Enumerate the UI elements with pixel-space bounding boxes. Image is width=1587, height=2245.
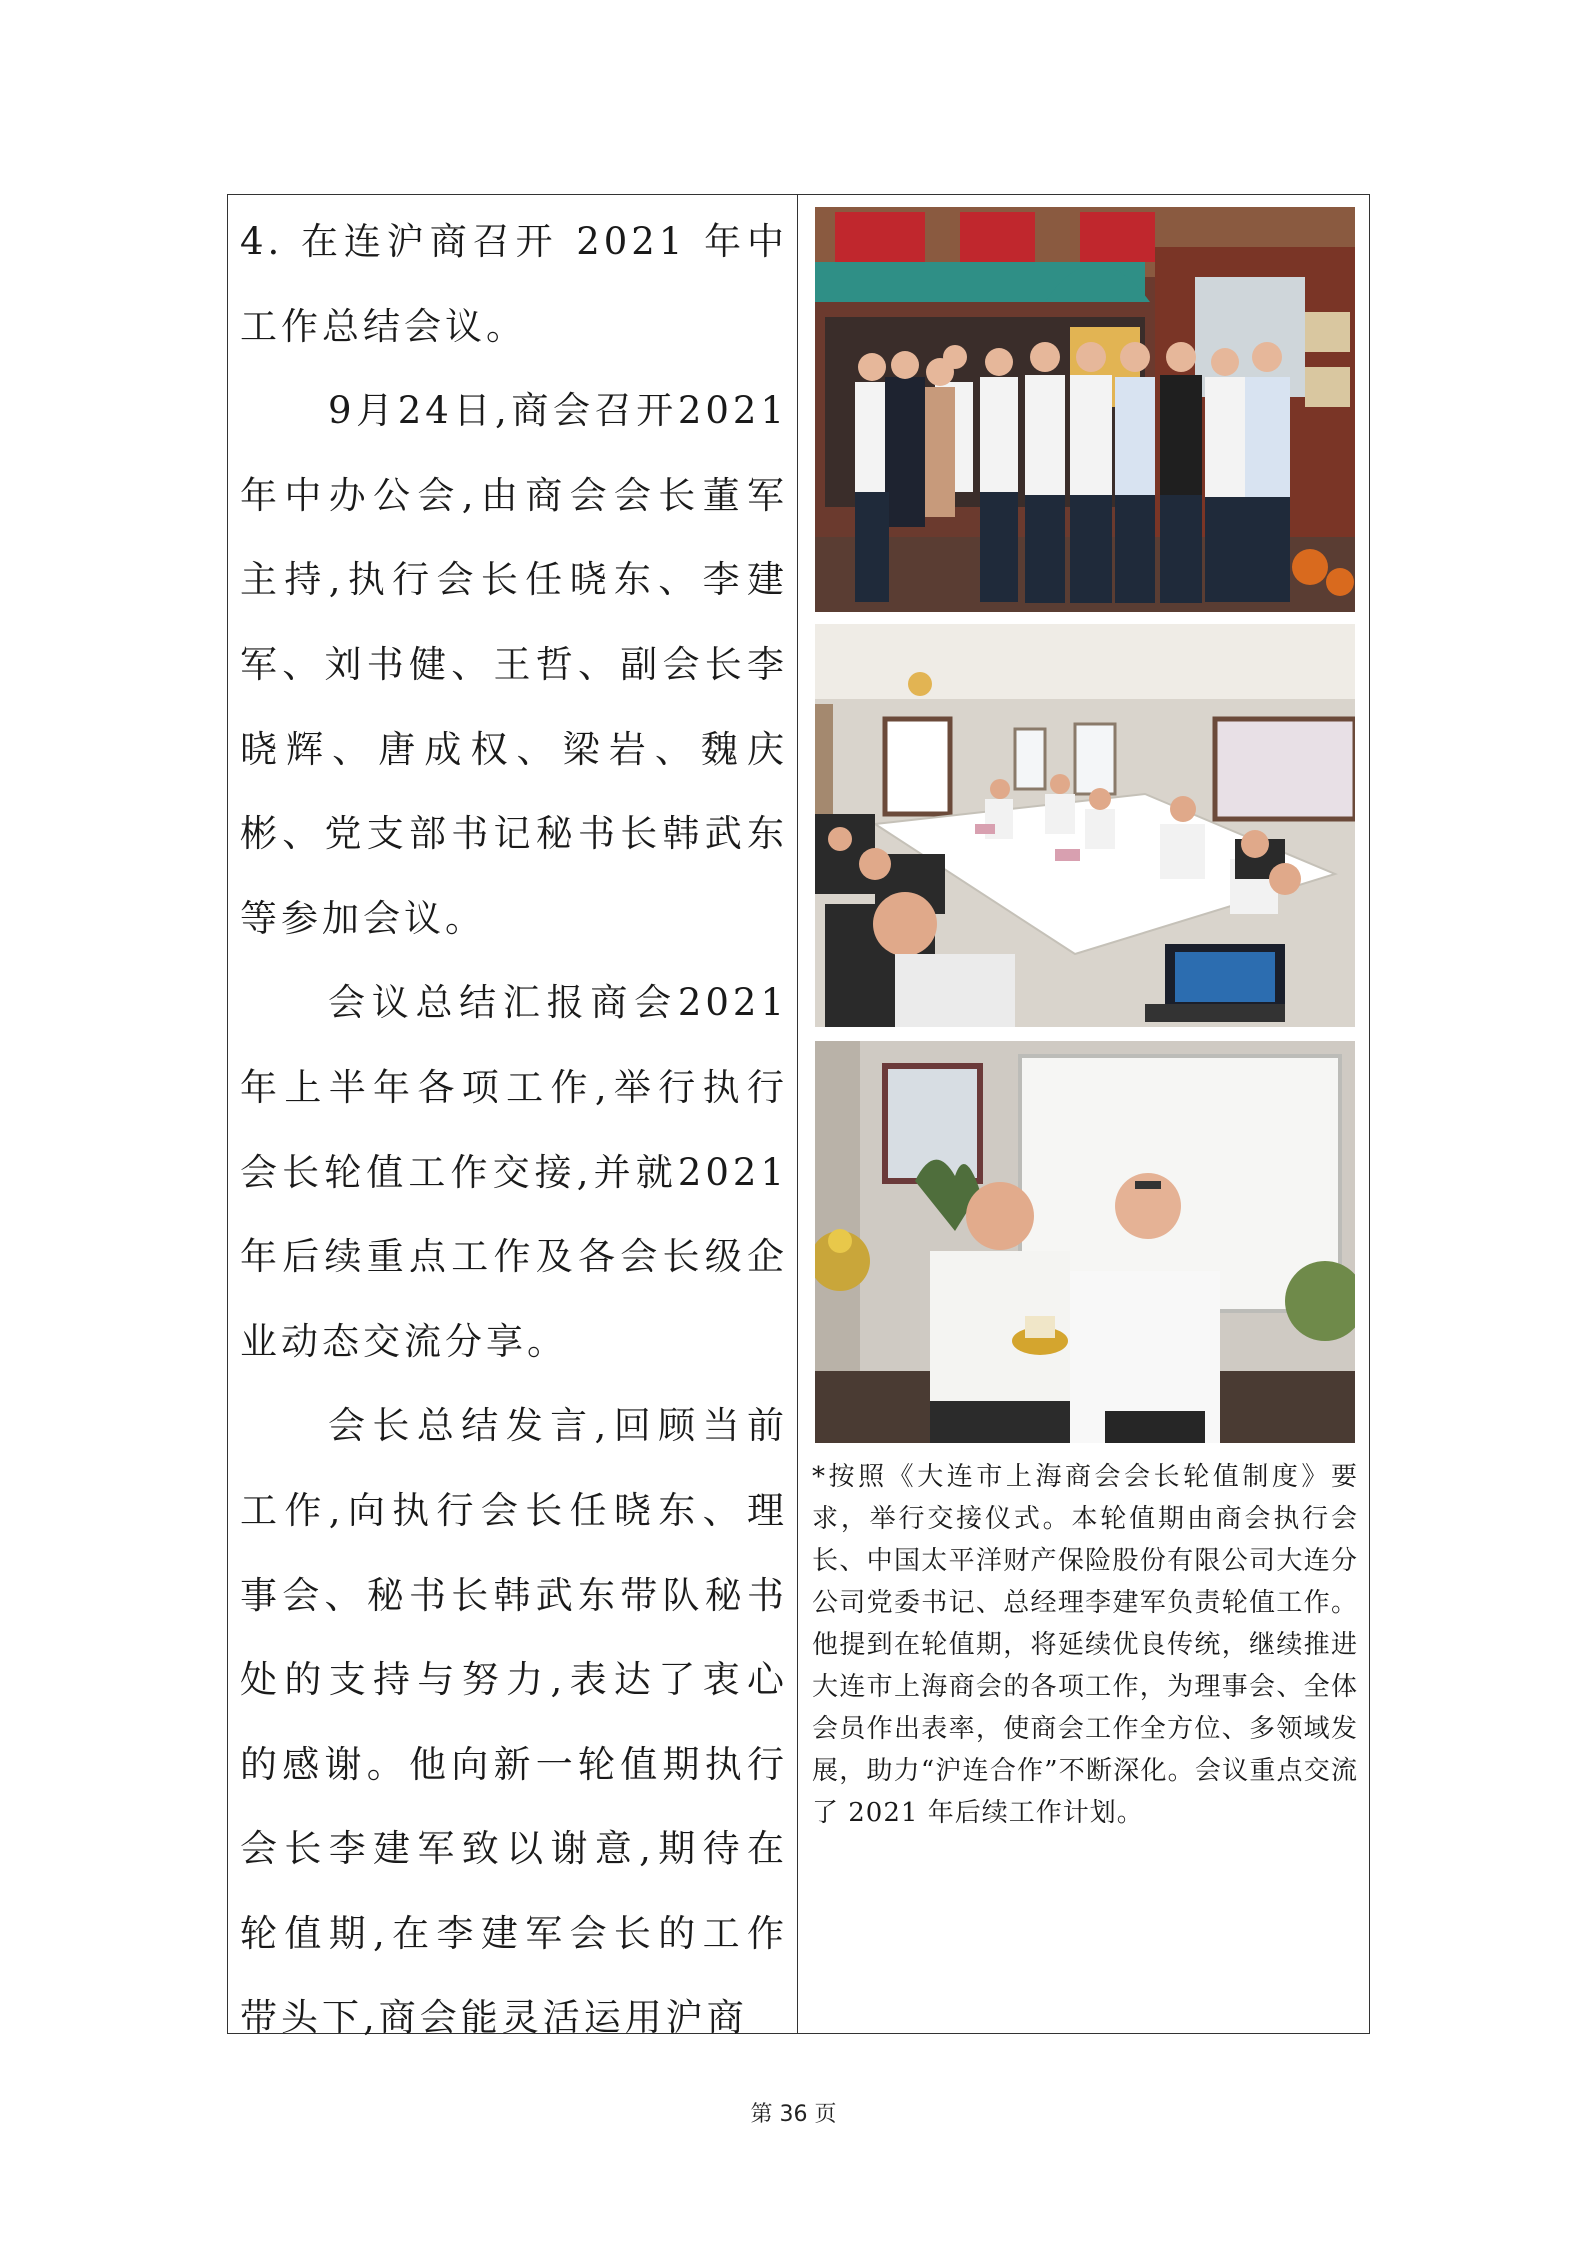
- column-divider: [797, 194, 798, 2034]
- group-photo: [815, 207, 1355, 612]
- meeting-photo: [815, 624, 1355, 1027]
- paragraph-2: 会议总结汇报商会2021年上半年各项工作,举行执行会长轮值工作交接,并就2021年后续重点工作及各会长级企业动态交流分享。: [240, 981, 788, 1363]
- handover-photo: [815, 1041, 1355, 1443]
- photo-caption: *按照《大连市上海商会会长轮值制度》要求，举行交接仪式。本轮值期由商会执行会长、中国太平洋财产保险股份有限公司大连分公司党委书记、总经理李建军负责轮值工作。他提到在轮值期，将延续优良传统，继续推进大连市上海商会的各项工作，为理事会、全体会员作出表率，使商会工作全方位、多领域发展，助力“沪连合作”不断深化。会议重点交流了 2021 年后续工作计划。: [812, 1462, 1358, 1828]
- paragraph-1: 9月24日,商会召开2021年中办公会,由商会会长董军主持,执行会长任晓东、李建军、刘书健、王哲、副会长李晓辉、唐成权、梁岩、魏庆彬、党支部书记秘书长韩武东等参加会议。: [240, 389, 788, 940]
- paragraph-3: 会长总结发言,回顾当前工作,向执行会长任晓东、理事会、秘书长韩武东带队秘书处的支持与努力,表达了衷心的感谢。他向新一轮值期执行会长李建军致以谢意,期待在轮值期,在李建军会长的工作带头下,商会能灵活运用沪商: [240, 1404, 788, 2040]
- page-number: 第 36 页: [750, 2102, 837, 2127]
- article-text: [240, 200, 788, 2061]
- section-heading: 4. 在连沪商召开 2021 年中工作总结会议。: [240, 220, 788, 348]
